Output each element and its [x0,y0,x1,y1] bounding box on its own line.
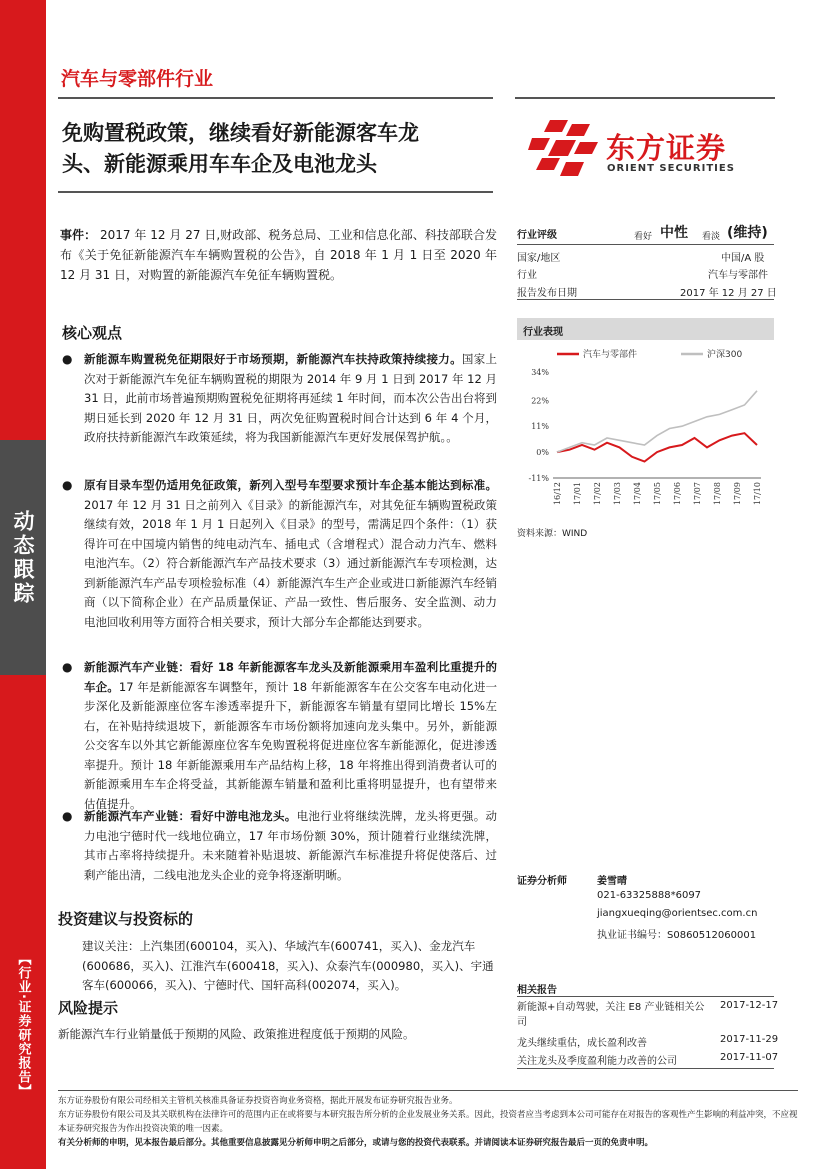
x-tick-label: 16/12 [553,482,562,506]
x-tick-label: 17/08 [713,482,722,506]
bullet-bold: 新能源汽车产业链：看好中游电池龙头。 [84,809,297,823]
analyst-name: 姜雪晴 [597,876,627,887]
perf-heading: 行业表现 [517,318,774,340]
event-paragraph [60,225,497,285]
bullet-dot-icon: ● [62,478,73,492]
rating-divider [517,244,774,245]
bullet-bold: 新能源车购置税免征期限好于市场预期，新能源汽车扶持政策持续接力。 [84,352,462,366]
logo-text-en: ORIENT SECURITIES [607,163,735,174]
core-bullet-1 [62,350,497,448]
footer-disclaimer [58,1094,798,1150]
orient-logo-icon [528,118,600,178]
footer-line-2: 东方证券股份有限公司及其关联机构在法律许可的范围内正在或将要与本研究报告所分析的企业发展业务关系。因此，投资者应当考虑到本公司可能存在对报告的客观性产生影响的利益冲突，不应视本证券研究报告为作出投资决策的唯一因素。 [58,1110,798,1134]
rating-bear: 看淡 [702,232,721,242]
analyst-cert: 执业证书编号：S0860512060001 [597,930,757,941]
invest-text: 建议关注：上汽集团(600104，买入)、华域汽车(600741，买入)、金龙汽车(600686，买入)、江淮汽车(600418，买入)、众泰汽车(000980，买入)、宇通客车(600066，买入)、宁德时代、国轩高科(002074，买入)。 [82,939,494,992]
bullet-text: 2017 年 12 月 31 日之前列入《目录》的新能源汽车，对其免征车辆购置税政策继续有效，2018 年 1 月 1 日起列入《目录》的型号，需满足四个条件：（1）获得许可在中国境内销售的纯电动汽车、插电式（含增程式）混合动力汽车、燃料电池汽车。（2）符合新能源汽车产品技术要求（3）通过新能源汽车专项检测，达到新能源汽车产品专项检验标准（4）新能源汽车生产企业或进口新能源汽车经销商（以下简称企业）在产品质量保证、产品一致性、售后服务、安全监测、动力电池回收利用等方面符合相关要求，预计大部分车企都能达到要求。 [84,497,497,629]
rating-row-key: 国家/地区 [517,253,561,264]
rating-row-value: 汽车与零部件 [708,270,768,281]
header-divider-right [515,97,775,99]
header-divider [58,97,493,99]
legend-label-0: 汽车与零部件 [583,350,638,360]
rating-label: 行业评级 [517,230,557,241]
rating-bull: 看好 [634,232,653,242]
x-tick-label: 17/03 [613,482,622,506]
x-tick-label: 17/07 [693,482,702,506]
y-tick-label: 22% [531,396,549,406]
risk-heading: 风险提示 [58,999,119,1017]
bullet-dot-icon: ● [62,809,73,823]
event-label: 事件： [60,228,97,242]
series-line-0 [557,433,757,461]
related-bottom-divider [517,1068,774,1069]
bullet-bold: 新能源汽车产业链：看好 18 年新能源客车龙头及新能源乘用车盈利比重提升的车企。 [84,660,497,694]
title-line-2: 头、新能源乘用车车企及电池龙头 [62,152,377,176]
related-item-date: 2017-12-17 [720,1000,779,1011]
core-heading: 核心观点 [62,324,123,342]
core-bullet-4 [62,807,497,885]
bullet-dot-icon: ● [62,660,73,674]
side-report-type-label: 【行业·证券研究报告】 [15,952,31,1098]
report-title [62,118,492,180]
y-tick-label: -11% [528,474,549,483]
x-tick-label: 17/10 [753,482,762,506]
analyst-email[interactable]: jiangxueqing@orientsec.com.cn [597,908,758,919]
related-heading: 相关报告 [517,985,557,996]
rating-status: (维持) [727,225,768,241]
series-line-1 [557,391,757,452]
x-tick-label: 17/04 [633,482,642,506]
side-section-label: 动态跟踪 [11,509,35,606]
performance-chart [517,342,774,520]
bullet-bold: 原有目录车型仍适用免征政策，新列入型号车型要求预计车企基本能达到标准。 [84,478,497,492]
related-item-title[interactable]: 关注龙头及季度盈利能力改善的公司 [517,1056,677,1067]
legend-label-1: 沪深300 [707,350,743,360]
related-item-title[interactable]: 龙头继续重估，成长盈利改善 [517,1038,647,1049]
related-divider [517,996,774,997]
x-tick-label: 17/02 [593,482,602,506]
x-tick-label: 17/09 [733,482,742,506]
analyst-phone: 021-63325888*6097 [597,890,702,901]
rating-row-key: 行业 [517,270,537,281]
rating-row-value: 2017 年 12 月 27 日 [680,288,777,299]
rating-value: 中性 [660,225,688,241]
analyst-label: 证券分析师 [517,876,567,887]
related-item-date: 2017-11-07 [720,1052,779,1063]
x-tick-label: 17/06 [673,482,682,506]
y-tick-label: 0% [536,448,549,458]
footer-line-1: 东方证券股份有限公司经相关主管机关核准具备证券投资咨询业务资格，据此开展发布证券研究报告业务。 [58,1096,458,1106]
risk-text: 新能源汽车行业销量低于预期的风险、政策推进程度低于预期的风险。 [58,1027,415,1041]
related-item-title[interactable]: 新能源+自动驾驶，关注 E8 产业链相关公司 [517,1002,705,1028]
core-bullet-2 [62,476,497,632]
chart-source: 资料来源：WIND [517,529,588,539]
related-item-date: 2017-11-29 [720,1034,779,1045]
rating-bottom-divider [517,299,774,300]
bullet-text: 电池行业将继续洗牌，龙头将更强。动力电池宁德时代一线地位确立，17 年市场份额 30%，预计随着行业继续洗牌，其市占率将持续提升。未来随着补贴退坡、新能源汽车标准提升将促使落后、过剩产能出清，二线电池龙头企业的竞争将逐渐明晰。 [84,809,498,882]
rating-row-value: 中国/A 股 [721,253,765,264]
core-bullet-3 [62,658,497,814]
event-text: 2017 年 12 月 27 日,财政部、税务总局、工业和信息化部、科技部联合发布《关于免征新能源汽车车辆购置税的公告》，自 2018 年 1 月 1 日至 2020 年 12 月 31 日，对购置的新能源汽车免征车辆购置税。 [60,228,497,282]
invest-heading: 投资建议与投资标的 [58,910,194,928]
y-tick-label: 34% [531,368,549,377]
title-line-1: 免购置税政策，继续看好新能源客车龙 [62,121,419,145]
x-tick-label: 17/05 [653,482,662,506]
industry-name: 汽车与零部件行业 [61,68,214,90]
x-tick-label: 17/01 [573,482,582,506]
bullet-text: 国家上次对于新能源汽车免征车辆购置税的期限为 2014 年 9 月 1 日到 2017 年 12 月 31 日，此前市场普遍预期购置税免征期将再延续 1 年时间，而本次公告出台将到期日延长到 2020 年 12 月 31 日，两次免征购置税时间合计达到 6 年 4 个月，政府扶持新能源汽车政策延续，将为我国新能源汽车更好发展保驾护航。。 [84,352,498,444]
y-tick-label: 11% [531,422,549,432]
footer-line-3: 有关分析师的申明，见本报告最后部分。其他重要信息披露见分析师申明之后部分，或请与您的投资代表联系。并请阅读本证券研究报告最后一页的免责申明。 [58,1138,654,1148]
footer-divider [58,1090,798,1091]
title-divider [58,191,493,193]
rating-row-key: 报告发布日期 [517,288,577,299]
logo-text-cn: 东方证券 [606,131,727,165]
bullet-text: 17 年是新能源客车调整年，预计 18 年新能源客车在公交客车电动化进一步深化及新能源座位客车渗透率提升下，新能源客车销量有望同比增长 15%左右，在补贴持续退坡下，新能源客车市场份额将加速向龙头集中。另外，新能源公交客车以外其它新能源座位客车免购置税将促进座位客车新能源化，促进渗透率提升。预计 18 年新能源乘用车产品结构上移，18 年将推出得到消费者认可的新能源乘用车车企将受益，其新能源车销量和盈利比重将明显提升，也有望带来估值提升。 [84,679,497,811]
bullet-dot-icon: ● [62,352,73,366]
